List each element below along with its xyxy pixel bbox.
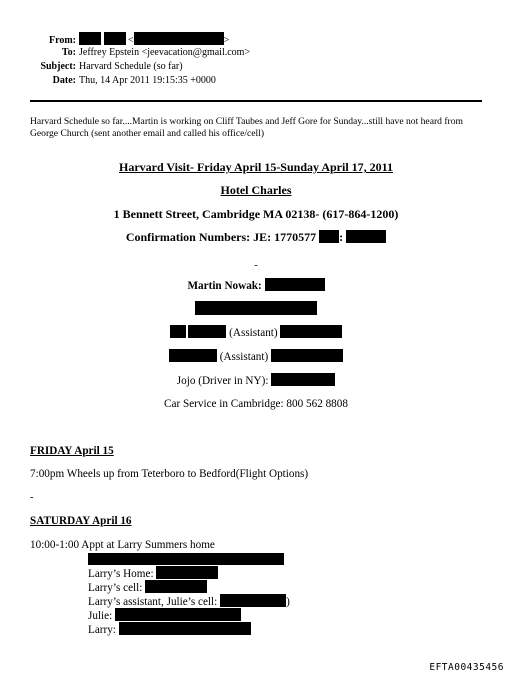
redaction-box [145, 580, 207, 593]
martin-row [0, 278, 512, 292]
date-value: Thu, 14 Apr 2011 19:15:35 +0000 [79, 75, 216, 86]
date-row [0, 74, 216, 87]
confirmation-numbers [0, 230, 512, 245]
confirmation-label: Confirmation Numbers: JE: 1770577 [125, 230, 317, 244]
from-bracket-close: > [223, 35, 230, 46]
redaction-box [265, 278, 325, 291]
redaction-box [170, 325, 186, 338]
redaction-box [188, 325, 226, 338]
assistant-cell-label: Larry’s assistant, Julie’s cell: [88, 596, 218, 608]
from-label: From: [48, 35, 76, 46]
car-service: Car Service in Cambridge: 800 562 8808 [164, 398, 348, 410]
intro-line-1: Harvard Schedule so far....Martin is working on Cliff Taubes and Jeff Gore for Sunday...still have not heard from [30, 116, 463, 127]
assistant-cell-row [88, 594, 290, 608]
redaction-box [271, 349, 343, 362]
larry-home-label: Larry’s Home: [88, 568, 154, 580]
martin-label: Martin Nowak: [187, 280, 262, 292]
date-label: Date: [52, 75, 76, 86]
friday-heading: FRIDAY April 15 [30, 445, 114, 457]
redaction-box [280, 325, 342, 338]
document-id: EFTA00435456 [429, 662, 504, 673]
redaction-box [115, 608, 241, 621]
assistant-label-2: (Assistant) [219, 351, 269, 363]
larry-cell-row [88, 580, 207, 594]
larry-cell-label: Larry’s cell: [88, 582, 143, 594]
redaction-box [88, 553, 284, 565]
redaction-box [271, 373, 335, 386]
assistant-row-2 [0, 349, 512, 363]
jojo-row [0, 373, 512, 387]
redaction-box [79, 32, 101, 45]
subject-row [0, 60, 183, 73]
subject-label: Subject: [40, 61, 76, 72]
from-bracket-open: < [128, 35, 134, 46]
to-row [0, 46, 250, 59]
redaction-box [104, 32, 126, 45]
header-divider [30, 100, 482, 102]
friday-dash: - [30, 492, 34, 503]
from-row [0, 32, 229, 47]
saturday-heading: SATURDAY April 16 [30, 515, 132, 527]
larry-label: Larry: [88, 624, 116, 636]
redaction-box [346, 230, 386, 243]
separator-dash: - [254, 260, 258, 271]
subject-value: Harvard Schedule (so far) [79, 61, 183, 72]
redaction-box [319, 230, 339, 243]
julie-row [88, 608, 241, 622]
julie-label: Julie: [88, 610, 113, 622]
redaction-box [119, 622, 251, 635]
saturday-appt: 10:00-1:00 Appt at Larry Summers home [30, 539, 215, 551]
assistant-row-1 [0, 325, 512, 339]
to-value: Jeffrey Epstein <jeevacation@gmail.com> [79, 47, 251, 58]
redaction-box [195, 301, 317, 315]
redaction-box [134, 32, 224, 45]
to-label: To: [61, 47, 76, 58]
redaction-box [169, 349, 217, 362]
hotel-address: 1 Bennett Street, Cambridge MA 02138- (617-864-1200) [113, 207, 399, 221]
assistant-cell-paren: ) [286, 596, 290, 608]
confirmation-colon: : [339, 230, 344, 244]
assistant-label-1: (Assistant) [229, 327, 278, 339]
friday-flight: 7:00pm Wheels up from Teterboro to Bedford(Flight Options) [30, 468, 309, 480]
larry-row [88, 622, 251, 636]
redaction-box [220, 594, 286, 607]
jojo-label: Jojo (Driver in NY): [176, 375, 269, 387]
redaction-box [156, 566, 218, 579]
intro-line-2: George Church (sent another email and called his office/cell) [30, 128, 265, 139]
visit-title: Harvard Visit- Friday April 15-Sunday April 17, 2011 [118, 160, 394, 174]
hotel-name: Hotel Charles [220, 183, 292, 197]
larry-home-row [88, 566, 218, 580]
